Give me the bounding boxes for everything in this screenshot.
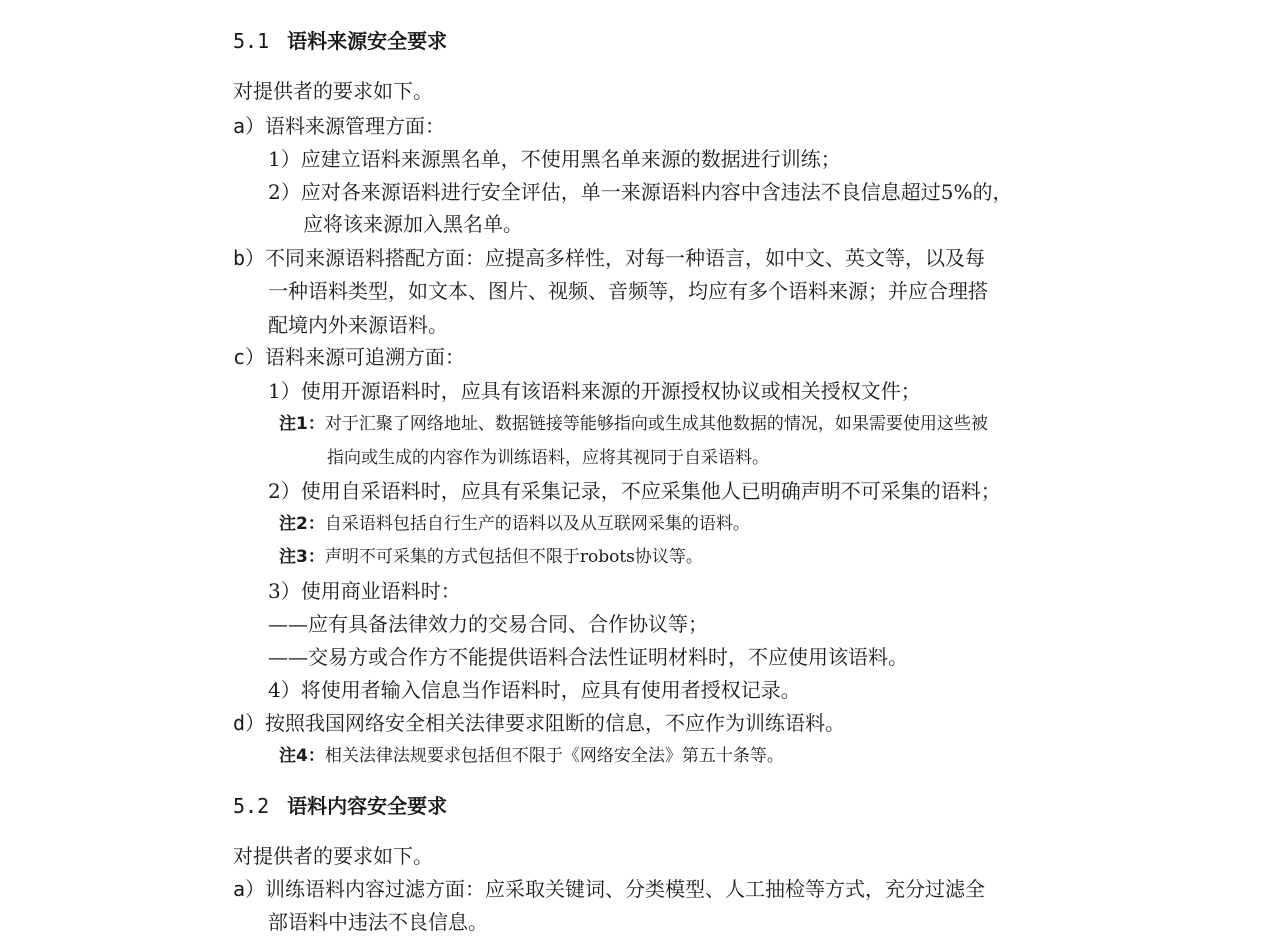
note-label: 注1： xyxy=(279,414,325,434)
sub-item: 2）应对各来源语料进行安全评估，单一来源语料内容中含违法不良信息超过5%的， xyxy=(268,180,1013,204)
section-number: 5.2 xyxy=(233,794,270,818)
list-text: 语料来源管理方面： xyxy=(265,114,446,138)
note-label: 注2： xyxy=(279,514,325,534)
list-item-continuation: 一种语料类型，如文本、图片、视频、音频等，均应有多个语料来源；并应合理搭 xyxy=(268,279,988,303)
list-item-a xyxy=(233,113,445,139)
sub-item: 3）使用商业语料时： xyxy=(268,579,461,603)
list-text: 训练语料内容过滤方面：应采取关键词、分类模型、人工抽检等方式，充分过滤全 xyxy=(265,877,986,901)
list-item-d xyxy=(233,710,845,736)
note-continuation: 指向或生成的内容作为训练语料，应将其视同于自采语料。 xyxy=(327,448,769,468)
section-title: 语料内容安全要求 xyxy=(287,794,448,818)
section-heading-5-2 xyxy=(233,793,447,819)
list-item-a xyxy=(233,876,985,902)
list-text: 语料来源可追溯方面： xyxy=(265,345,466,369)
sub-item-continuation: 应将该来源加入黑名单。 xyxy=(303,212,523,236)
sub-item: 2）使用自采语料时，应具有采集记录，不应采集他人已明确声明不可采集的语料； xyxy=(268,479,1001,503)
intro-text: 对提供者的要求如下。 xyxy=(233,79,433,103)
note-label: 注4： xyxy=(279,746,325,766)
list-label: a） xyxy=(233,877,266,901)
sub-item: 1）使用开源语料时，应具有该语料来源的开源授权协议或相关授权文件； xyxy=(268,379,921,403)
list-label: c） xyxy=(233,345,266,369)
note-4 xyxy=(279,744,784,768)
list-item-continuation: 配境内外来源语料。 xyxy=(268,313,448,337)
note-2 xyxy=(279,512,750,536)
section-title: 语料来源安全要求 xyxy=(287,29,448,53)
note-text: 自采语料包括自行生产的语料以及从互联网采集的语料。 xyxy=(324,514,750,534)
note-3 xyxy=(279,545,703,569)
list-text: 不同来源语料搭配方面：应提高多样性，对每一种语言，如中文、英文等，以及每 xyxy=(265,246,986,270)
list-label: d） xyxy=(233,711,266,735)
list-item-b xyxy=(233,245,985,271)
dash-item: ——交易方或合作方不能提供语料合法性证明材料时，不应使用该语料。 xyxy=(268,645,908,669)
note-1 xyxy=(279,412,988,436)
list-label: b） xyxy=(233,246,266,270)
sub-item: 1）应建立语料来源黑名单，不使用黑名单来源的数据进行训练； xyxy=(268,147,841,171)
section-number: 5.1 xyxy=(233,29,270,53)
note-text: 相关法律法规要求包括但不限于《网络安全法》第五十条等。 xyxy=(324,746,784,766)
dash-item: ——应有具备法律效力的交易合同、合作协议等； xyxy=(268,612,708,636)
intro-text: 对提供者的要求如下。 xyxy=(233,844,433,868)
note-text: 声明不可采集的方式包括但不限于robots协议等。 xyxy=(324,547,703,567)
list-label: a） xyxy=(233,114,266,138)
note-text: 对于汇聚了网络地址、数据链接等能够指向或生成其他数据的情况，如果需要使用这些被 xyxy=(324,414,988,434)
sub-item: 4）将使用者输入信息当作语料时，应具有使用者授权记录。 xyxy=(268,678,801,702)
note-label: 注3： xyxy=(279,547,325,567)
list-text: 按照我国网络安全相关法律要求阻断的信息，不应作为训练语料。 xyxy=(265,711,846,735)
list-item-continuation: 部语料中违法不良信息。 xyxy=(268,910,488,934)
list-item-c xyxy=(233,344,465,370)
section-heading-5-1 xyxy=(233,28,447,54)
